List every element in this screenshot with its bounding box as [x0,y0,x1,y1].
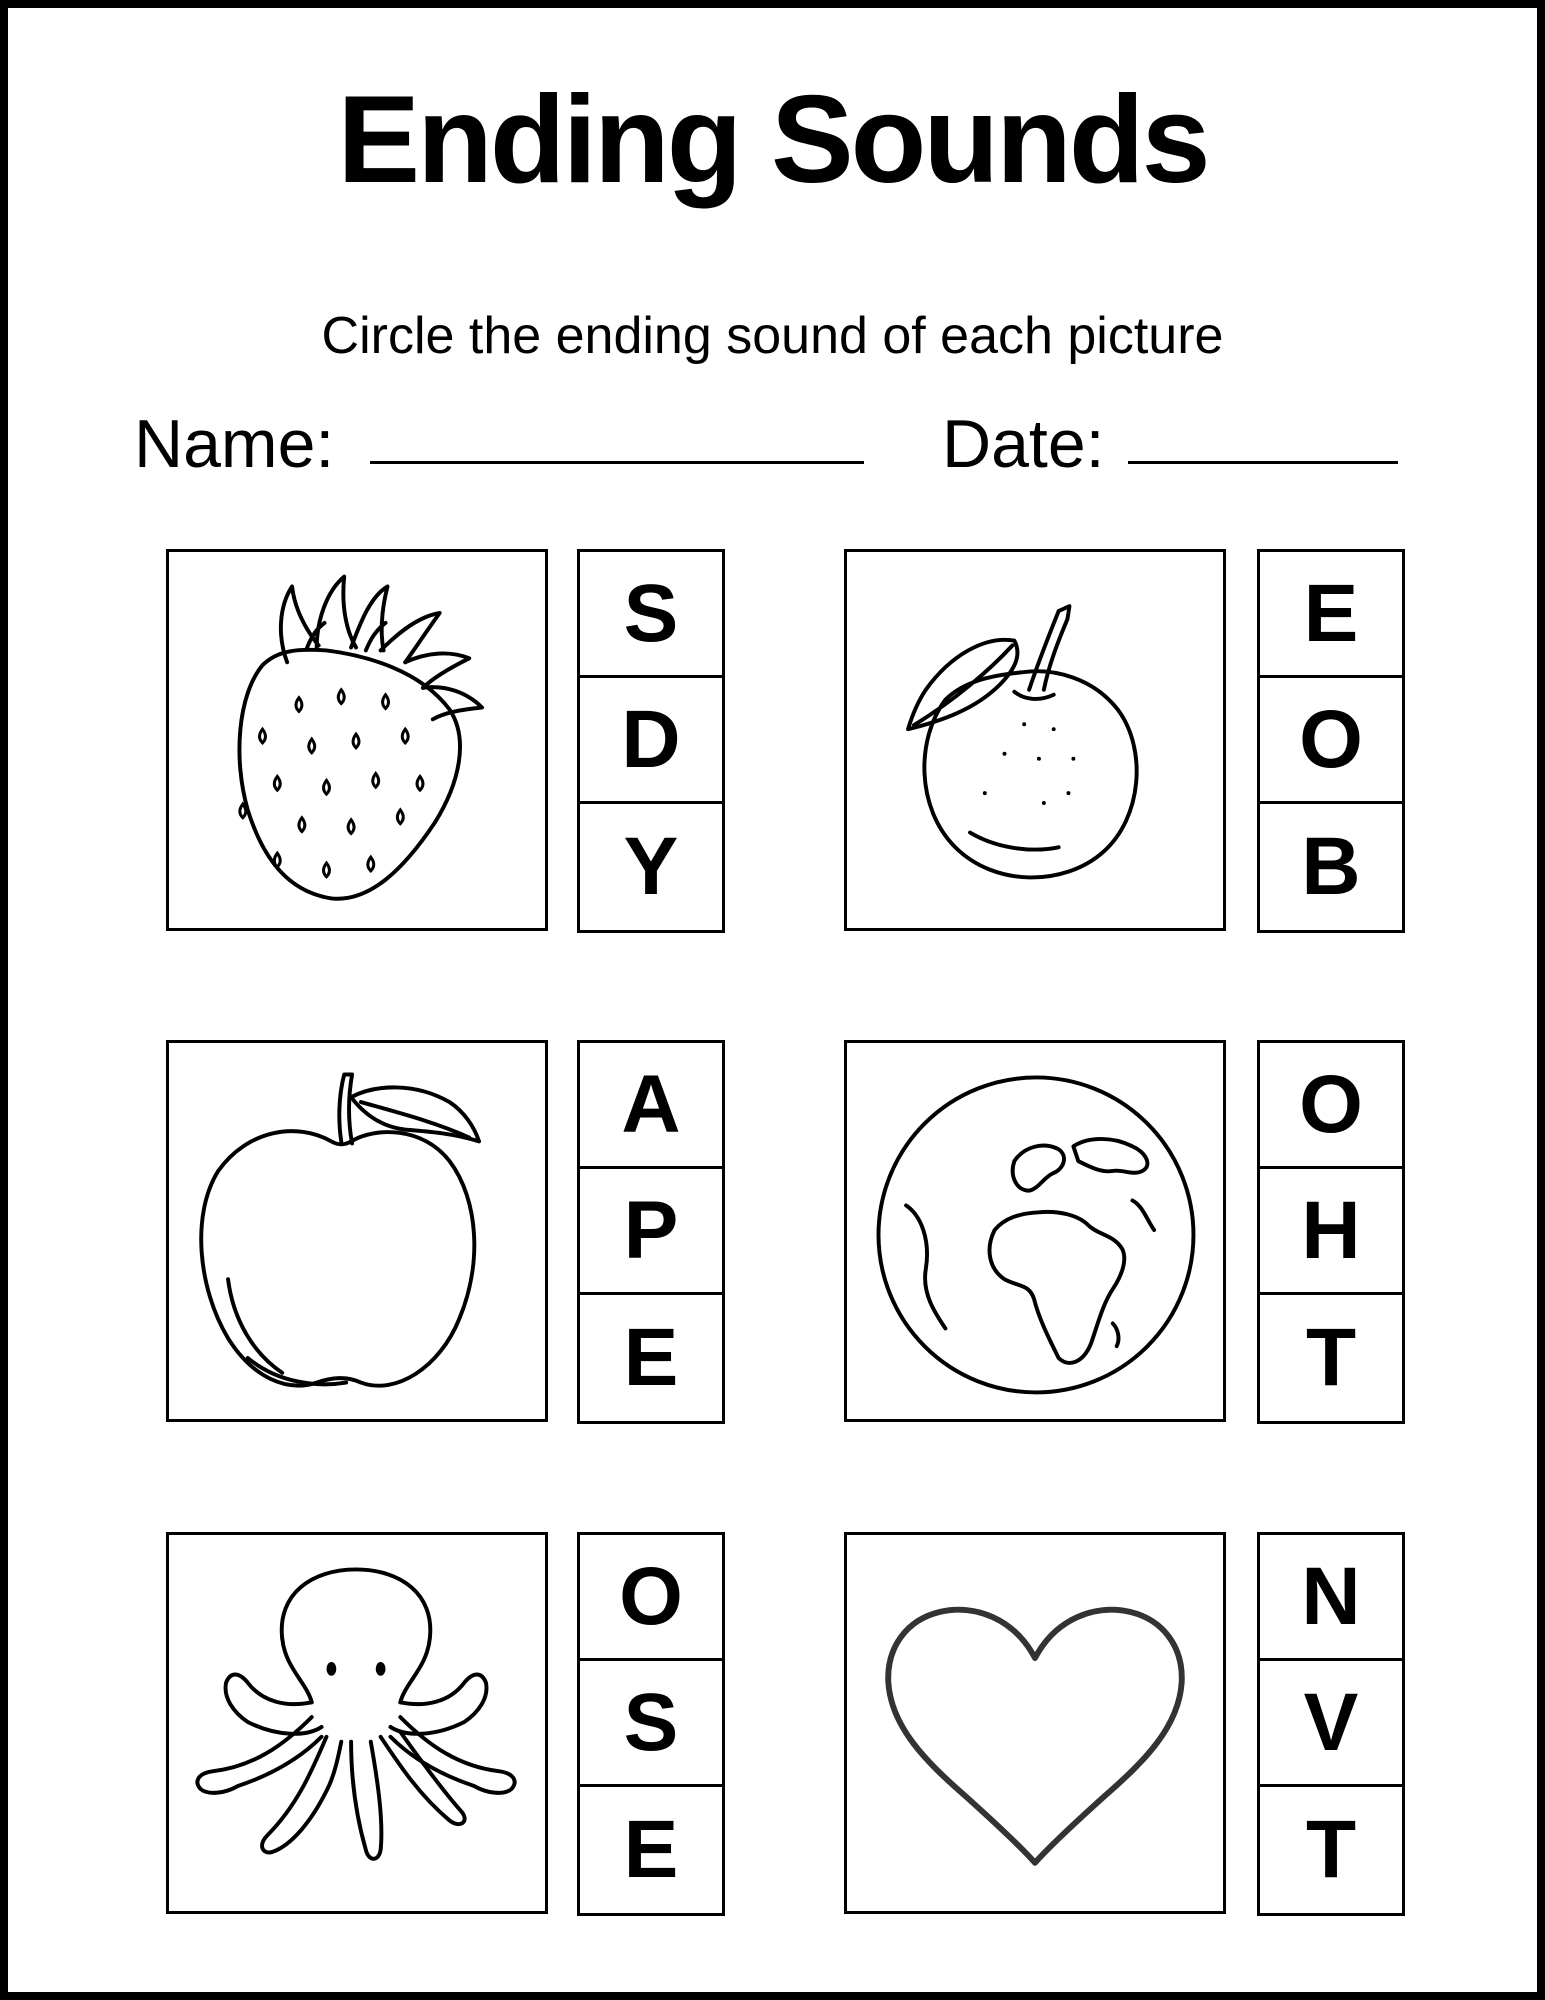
letter-choice[interactable]: S [580,1661,722,1787]
orange-icon [847,552,1223,928]
strawberry-letter-choices [577,549,725,933]
date-line[interactable] [1128,461,1398,464]
letter-choice[interactable]: A [580,1043,722,1169]
octopus-letter-choices [577,1532,725,1916]
page-title: Ending Sounds [337,71,1208,209]
globe-icon [847,1043,1223,1419]
octopus-icon [169,1535,545,1911]
strawberry-icon [169,552,545,928]
apple-icon [169,1043,545,1419]
name-label: Name: [134,406,335,482]
globe-picture-box [844,1040,1226,1422]
letter-choice[interactable]: O [1260,1043,1402,1169]
letter-choice[interactable]: E [623,1804,679,1895]
orange-picture-box [844,549,1226,931]
letter-choice[interactable]: S [580,552,722,678]
globe-letter-choices [1257,1040,1405,1424]
letter-choice[interactable]: Y [623,821,679,912]
name-line[interactable] [370,461,864,464]
instructions-text: Circle the ending sound of each picture [321,307,1224,365]
letter-choice[interactable]: E [1260,552,1402,678]
letter-choice[interactable]: D [580,678,722,804]
heart-letter-choices [1257,1532,1405,1916]
strawberry-picture-box [166,549,548,931]
date-label: Date: [942,406,1105,482]
apple-letter-choices [577,1040,725,1424]
heart-icon [847,1535,1223,1911]
letter-choice[interactable]: N [1260,1535,1402,1661]
letter-choice[interactable]: V [1260,1661,1402,1787]
heart-picture-box [844,1532,1226,1914]
letter-choice[interactable]: T [1305,1312,1357,1403]
letter-choice[interactable]: O [1260,678,1402,804]
letter-choice[interactable]: E [623,1312,679,1403]
letter-choice[interactable]: P [580,1169,722,1295]
apple-picture-box [166,1040,548,1422]
letter-choice[interactable]: T [1305,1804,1357,1895]
letter-choice[interactable]: O [580,1535,722,1661]
orange-letter-choices [1257,549,1405,933]
letter-choice[interactable]: H [1260,1169,1402,1295]
octopus-picture-box [166,1532,548,1914]
letter-choice[interactable]: B [1301,821,1361,912]
